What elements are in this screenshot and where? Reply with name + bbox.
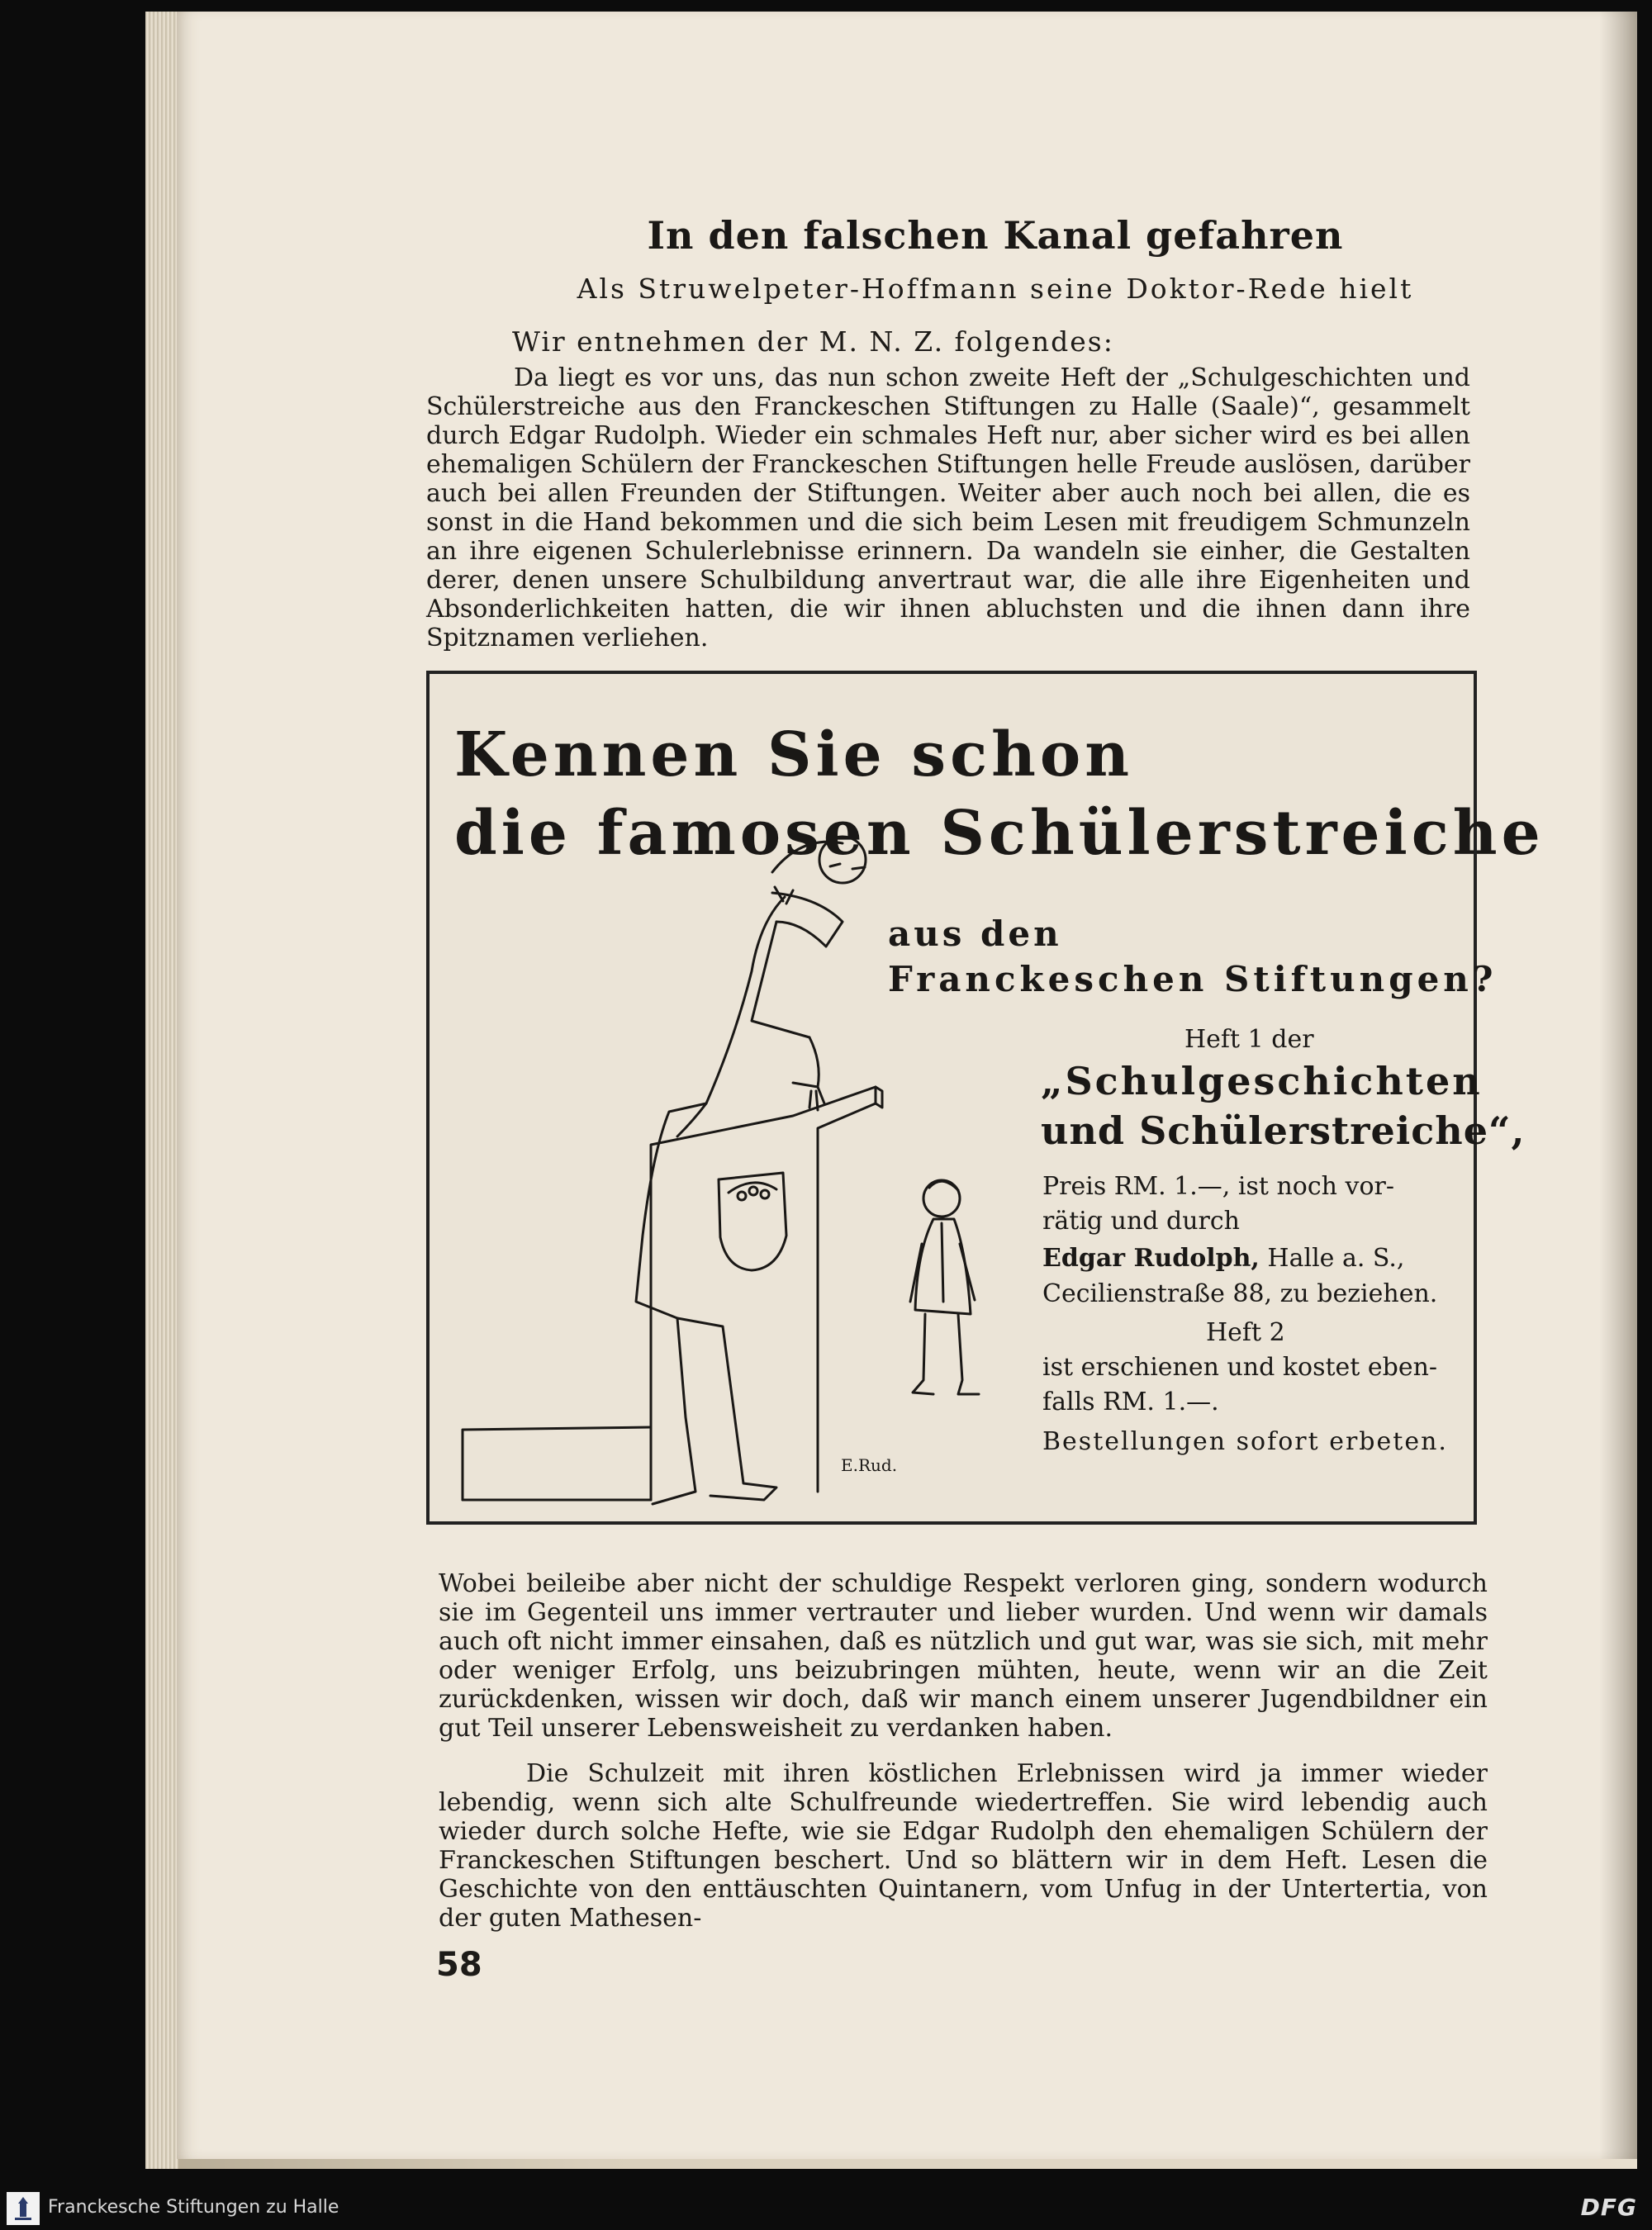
article-paragraph-2: Wobei beileibe aber nicht der schuldige Respekt verloren ging, sondern wodurch sie im Gegenteil uns immer vertrauter und lieber wurden. Und wenn wir damals auch oft nicht immer einsahen, daß es nützlich und gut war, was sie sich, mit mehr oder weniger Erfolg, uns beizubringen mühten, heute, wenn wir an die Zeit zurückdenken, wissen wir doch, daß wir manch einem unserer Jugendbildner ein gut Teil unserer Lebensweisheit zu verdanken haben. xyxy=(439,1569,1488,1743)
right-border xyxy=(1637,0,1652,2189)
ad-heft2-label: Heft 2 xyxy=(1206,1318,1285,1347)
footer-institution: Franckesche Stiftungen zu Halle xyxy=(48,2197,339,2218)
gutter-shadow xyxy=(1599,12,1639,2159)
ad-address-line: Cecilienstraße 88, zu beziehen. xyxy=(1042,1279,1438,1308)
ad-series-title-line-1: „Schulgeschichten xyxy=(1041,1059,1483,1103)
ad-price-line-1: Preis RM. 1.—, ist noch vor- xyxy=(1042,1172,1394,1201)
page-number: 58 xyxy=(436,1946,482,1984)
ad-publisher-line xyxy=(1042,1244,1404,1274)
ad-price-line-2: rätig und durch xyxy=(1042,1207,1240,1236)
ad-subheadline-line-1: aus den xyxy=(888,913,1062,954)
ad-publisher-city: Halle a. S., xyxy=(1267,1244,1405,1273)
article-subtitle: Als Struwelpeter-Hoffmann seine Doktor-Rede hielt xyxy=(577,273,1414,305)
article-paragraph-3: Die Schulzeit mit ihren köstlichen Erlebnissen wird ja immer wieder lebendig, wenn sich alte Schulfreunde wiedertreffen. Sie wird lebendig auch wieder durch solche Hefte, wie sie Edgar Rudolph den ehemaligen Schülern der Franckeschen Stiftungen beschert. Und so blättern wir in dem Heft. Lesen die Geschichte von den enttäuschten Quintanern, vom Unfug in der Untertertia, von der guten Mathesen- xyxy=(439,1759,1488,1933)
advertisement-box xyxy=(426,671,1545,1525)
article-intro: Wir entnehmen der M. N. Z. folgendes: xyxy=(512,325,1114,358)
ad-headline-line-2: die famosen Schülerstreiche xyxy=(454,798,1545,869)
ad-heft1-label: Heft 1 der xyxy=(1184,1025,1314,1054)
ad-headline-line-1: Kennen Sie schon xyxy=(454,719,1134,790)
institution-logo-icon xyxy=(7,2192,40,2225)
article-paragraph-1: Da liegt es vor uns, das nun schon zweite Heft der „Schulgeschichten und Schülerstreiche aus den Franckeschen Stiftungen zu Halle (Saale)“, gesammelt durch Edgar Rudolph. Wieder ein schmales Heft nur, aber sicher wird es bei allen ehemaligen Schülern der Franckeschen Stiftungen helle Freude auslösen, darüber auch bei allen Freunden der Stiftungen. Weiter aber auch noch bei allen, die es sonst in die Hand bekommen und die sich beim Lesen mit freudigem Schmunzeln an ihre eigenen Schulerlebnisse erinnern. Da wandeln sie einher, die Gestalten derer, denen unsere Schulbildung anvertraut war, die alle ihre Eigenheiten und Absonderlichkeiten hatten, die wir ihnen abluchsten und die ihnen dann ihre Spitznamen verliehen. xyxy=(426,363,1470,652)
ad-order-line: Bestellungen sofort erbeten. xyxy=(1042,1427,1448,1456)
viewer-footer-bar xyxy=(0,2187,1652,2230)
page-edge-lines xyxy=(145,12,178,2169)
ad-publisher-name: Edgar Rudolph, xyxy=(1042,1244,1260,1273)
ad-heft2-line-2: falls RM. 1.—. xyxy=(1042,1388,1219,1416)
article-title: In den falschen Kanal gefahren xyxy=(647,213,1344,258)
ad-subheadline-line-2: Franckeschen Stiftungen? xyxy=(888,959,1498,999)
ad-series-title-line-2: und Schülerstreiche“, xyxy=(1041,1108,1526,1153)
ad-heft2-line-1: ist erschienen und kostet eben- xyxy=(1042,1353,1438,1382)
dfg-logo: DFG xyxy=(1580,2194,1637,2221)
cartoon-signature: E.Rud. xyxy=(841,1455,898,1475)
